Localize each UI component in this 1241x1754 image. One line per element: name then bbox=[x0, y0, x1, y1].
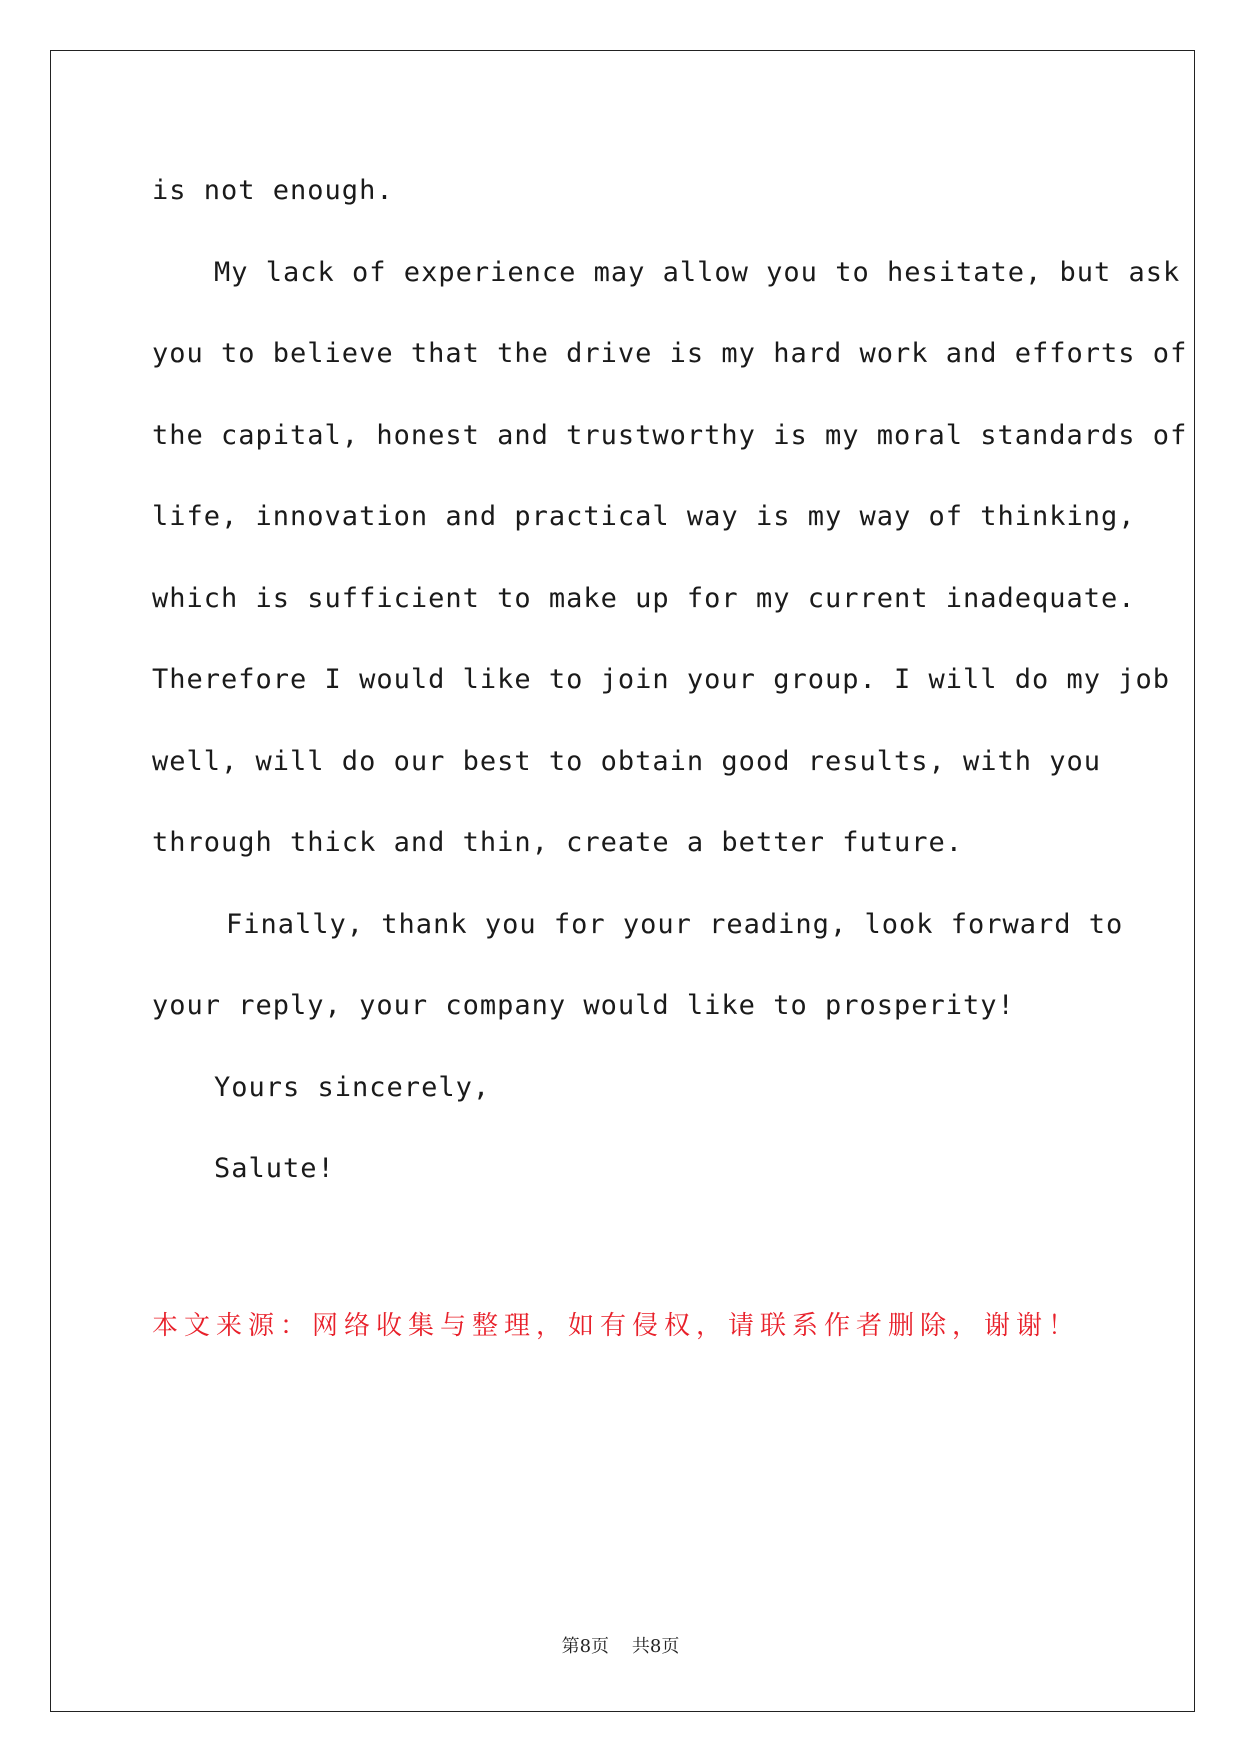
page-number-text: 第8页 共8页 bbox=[561, 1636, 680, 1657]
page-number-footer bbox=[0, 1632, 1241, 1658]
body-line: Finally, thank you for your reading, look forward to bbox=[226, 908, 1124, 940]
body-line: life, innovation and practical way is my way of thinking, bbox=[152, 501, 1136, 532]
body-line: which is sufficient to make up for my current inadequate. bbox=[152, 582, 1136, 614]
closing-line: Yours sincerely, bbox=[214, 1071, 491, 1103]
body-line: through thick and thin, create a better future. bbox=[152, 827, 964, 858]
body-line: your reply, your company would like to prosperity! bbox=[152, 990, 1015, 1021]
body-line: is not enough. bbox=[152, 175, 394, 206]
source-disclaimer: 本文来源：网络收集与整理，如有侵权，请联系作者删除，谢谢！ bbox=[152, 1311, 1081, 1341]
body-line: Therefore I would like to join your group. I will do my job bbox=[152, 664, 1171, 695]
body-line: My lack of experience may allow you to hesitate, but ask bbox=[214, 256, 1181, 288]
body-line: you to believe that the drive is my hard work and efforts of bbox=[152, 338, 1188, 369]
body-line: the capital, honest and trustworthy is my moral standards of bbox=[152, 419, 1188, 451]
letter-body bbox=[152, 150, 1188, 1210]
body-line: well, will do our best to obtain good results, with you bbox=[152, 745, 1102, 777]
closing-line: Salute! bbox=[214, 1153, 335, 1184]
